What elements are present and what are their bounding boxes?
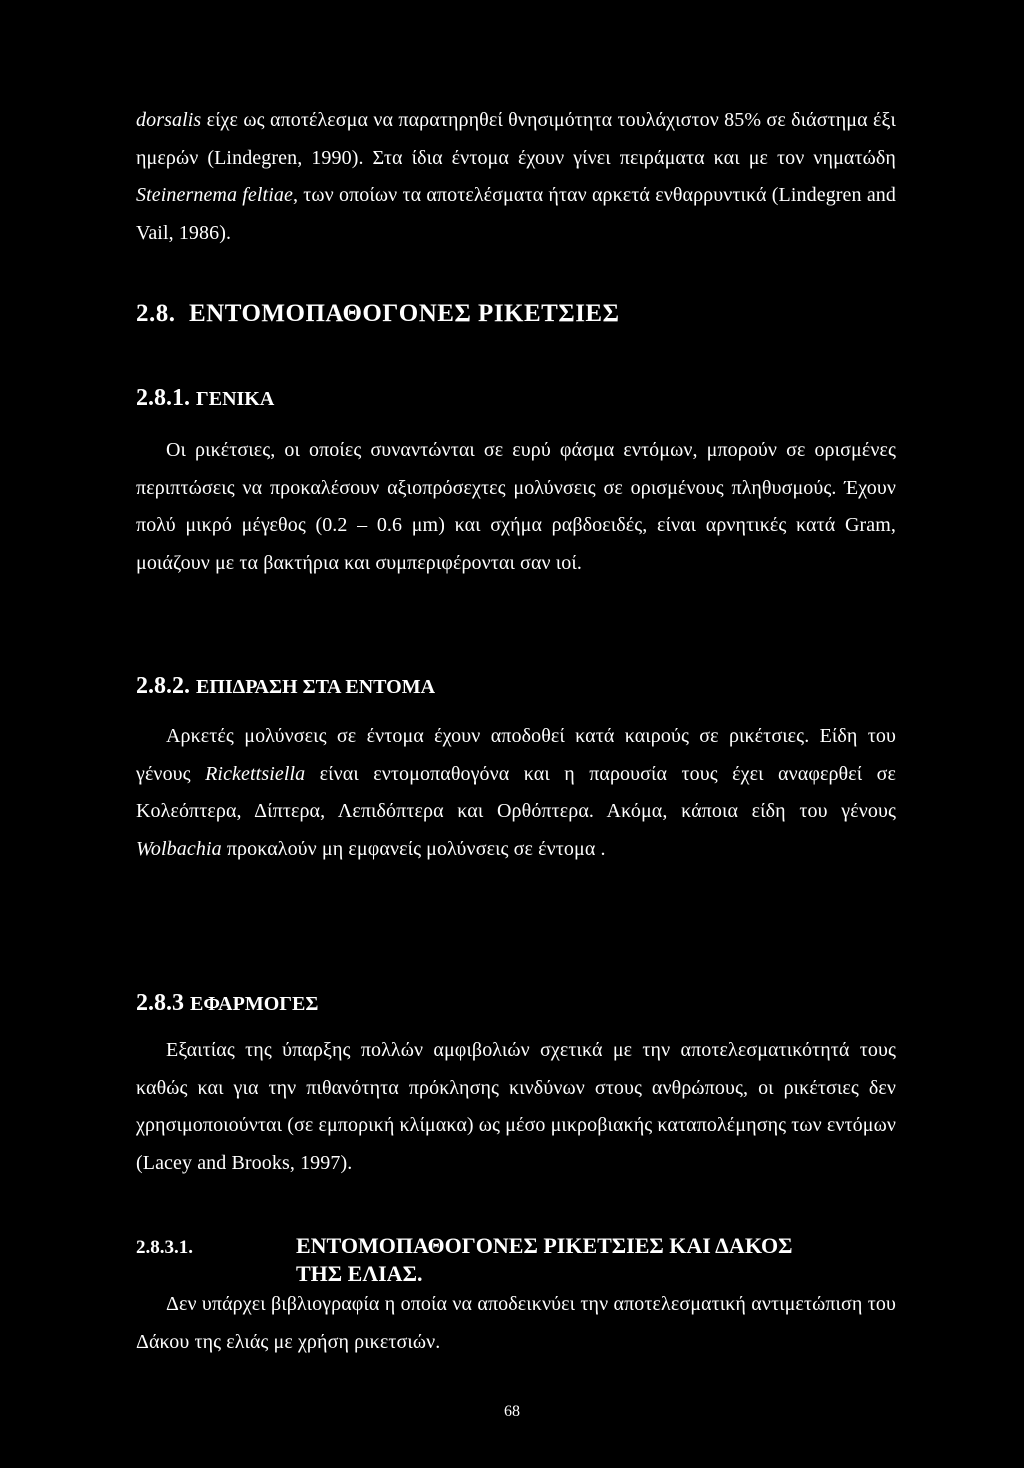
section-title: ΕΝΤΟΜΟΠΑΘΟΓΟΝΕΣ ΡΙΚΕΤΣΙΕΣ: [189, 300, 620, 327]
paragraph-general: Οι ρικέτσιες, οι οποίες συναντώνται σε ευρύ φάσμα εντόμων, μπορούν σε ορισμένες περιπτώσεις να προκαλέσουν αξιοπρόσεχτες μολύνσεις σε ορισμένους πληθυσμούς. Έχουν πολύ μικρό μέγεθος (0.2 – 0.6 μm) και σχήμα ραβδοειδές, είναι αρνητικές κατά Gram, μοιάζουν με τα βακτήρια και συμπεριφέρονται σαν ιοί.: [136, 439, 896, 574]
section-heading-2-8-3: [136, 990, 896, 1017]
section-number: 2.8.3: [136, 990, 184, 1016]
section-heading-2-8-3-1: [136, 1233, 896, 1287]
page-number: 68: [504, 1403, 520, 1420]
section-title: ΕΦΑΡΜΟΓΕΣ: [190, 993, 319, 1015]
section-number: 2.8.: [136, 300, 176, 327]
section-number: 2.8.2.: [136, 673, 190, 699]
section-title: ΓΕΝΙΚΑ: [196, 388, 275, 410]
section-heading-2-8-2: [136, 673, 896, 700]
section-title-line-1: ΕΝΤΟΜΟΠΑΘΟΓΟΝΕΣ ΡΙΚΕΤΣΙΕΣ ΚΑΙ ΔΑΚΟΣ: [296, 1233, 793, 1258]
section-number: 2.8.1.: [136, 385, 190, 411]
paragraph-olive-fly: Δεν υπάρχει βιβλιογραφία η οποία να αποδεικνύει την αποτελεσματική αντιμετώπιση του Δάκου της ελιάς με χρήση ρικετσιών.: [136, 1293, 896, 1353]
paragraph-effect-on-insects: Αρκετές μολύνσεις σε έντομα έχουν αποδοθεί κατά καιρούς σε ρικέτσιες. Είδη του γένους Rickettsiella είναι εντομοπαθογόνα και η παρουσία τους έχει αναφερθεί σε Κολεόπτερα, Δίπτερα, Λεπιδόπτερα και Ορθόπτερα. Ακόμα, κάποια είδη του γένους Wolbachia προκαλούν μη εμφανείς μολύνσεις σε έντομα .: [136, 725, 896, 860]
section-title: ΕΠΙΔΡΑΣΗ ΣΤΑ ΕΝΤΟΜΑ: [196, 676, 436, 698]
paragraph-applications: Εξαιτίας της ύπαρξης πολλών αμφιβολιών σχετικά με την αποτελεσματικότητά τους καθώς και για την πιθανότητα πρόκλησης κινδύνων στους ανθρώπους, οι ρικέτσιες δεν χρησιμοποιούνται (σε εμπορική κλίμακα) ως μέσο μικροβιακής καταπολέμησης των εντόμων (Lacey and Brooks, 1997).: [136, 1039, 897, 1174]
section-heading-2-8: [136, 300, 896, 328]
section-number: 2.8.3.1.: [136, 1237, 193, 1258]
paragraph-nematode-results: dorsalis είχε ως αποτέλεσμα να παρατηρηθεί θνησιμότητα τουλάχιστον 85% σε διάστημα έξι ημερών (Lindegren, 1990). Στα ίδια έντομα έχουν γίνει πειράματα και με τον νηματώδη Steinernema feltiae, των οποίων τα αποτελέσματα ήταν αρκετά ενθαρρυντικά (Lindegren and Vail, 1986).: [136, 109, 897, 244]
section-heading-2-8-1: [136, 385, 896, 412]
section-title-line-2: ΤΗΣ ΕΛΙΑΣ.: [296, 1261, 423, 1286]
